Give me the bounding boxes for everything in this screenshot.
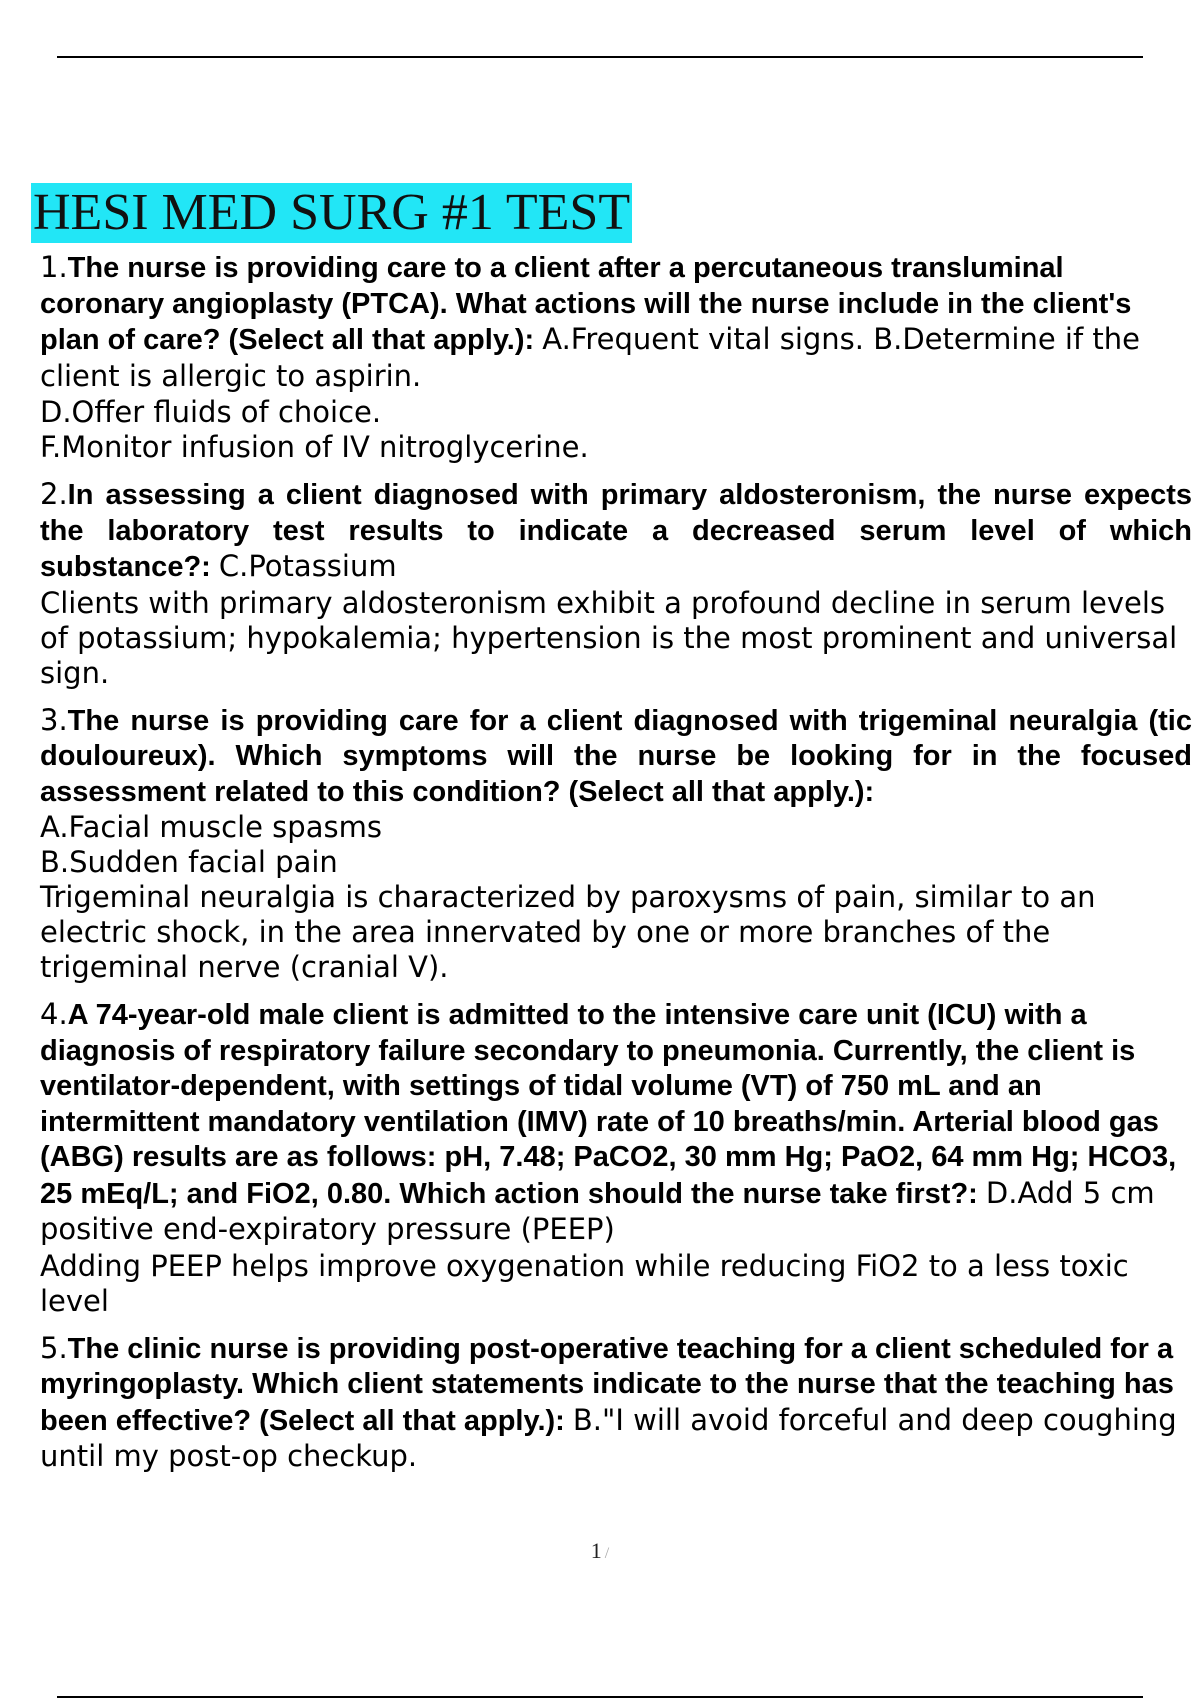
rationale-text: Clients with primary aldosteronism exhibit a profound decline in serum levels of potassium; hypokalemia; hypertension is the most prominent and universal sign. (40, 585, 1178, 690)
question-item-5 (40, 1331, 1192, 1476)
question-text: 5.The clinic nurse is providing post-operative teaching for a client scheduled for a myringoplasty. Which client statements indicate to the nurse that the teaching has been effective? (Select all that apply.): B."I will avoid forceful and deep coughing until my post-op checkup. (40, 1330, 1177, 1473)
question-prompt: The nurse is providing care for a client diagnosed with trigeminal neuralgia (tic douloureux). Which symptoms will the nurse be looking for in the focused assessment related to this condition? (Select all that apply.) (40, 704, 1192, 808)
answer-line: B.Sudden facial pain (40, 845, 338, 879)
question-number: 3. (40, 702, 68, 737)
question-number: 1. (40, 250, 68, 284)
question-item-2 (40, 477, 1192, 691)
question-number: 5. (40, 1330, 68, 1365)
question-item-1 (40, 250, 1192, 465)
page-number-suffix: / (604, 1545, 610, 1562)
question-number: 4. (40, 997, 68, 1031)
question-item-3 (40, 703, 1192, 986)
question-text: 3.The nurse is providing care for a client diagnosed with trigeminal neuralgia (tic douloureux). Which symptoms will the nurse be looking for in the focused assessment related to this condition? (Select all that apply.): (40, 702, 1192, 808)
page-number-value: 1 (590, 1538, 602, 1563)
answer-inline: C.Potassium (218, 549, 397, 583)
question-text: 1.The nurse is providing care to a client after a percutaneous transluminal coronary angioplasty (PTCA). What actions will the nurse include in the client's plan of care? (Select all that apply.): A.Frequent vital signs. B.Determine if the client is allergic to aspirin. (40, 250, 1140, 393)
page-number (0, 1538, 1200, 1564)
rationale-text: Adding PEEP helps improve oxygenation while reducing FiO2 to a less toxic level (40, 1248, 1129, 1318)
question-number: 2. (40, 477, 68, 511)
question-text: 4.A 74-year-old male client is admitted to the intensive care unit (ICU) with a diagnosis of respiratory failure secondary to pneumonia. Currently, the client is ventilator-dependent, with settings of tidal volume (VT) of 750 mL and an intermittent mandatory ventilation (IMV) rate of 10 breaths/min. Arterial blood gas (ABG) results are as follows: pH, 7.48; PaCO2, 30 mm Hg; PaO2, 64 mm Hg; HCO3, 25 mEq/L; and FiO2, 0.80. Which action should the nurse take first?: D.Add 5 cm positive end-expiratory pressure (PEEP) (40, 997, 1177, 1246)
question-text: 2.In assessing a client diagnosed with primary aldosteronism, the nurse expects the laboratory test results to indicate a decreased serum level of which substance?: C.Potassium (40, 477, 1192, 583)
answer-inline: D.Add 5 cm positive end-expiratory pressure (PEEP) (40, 1175, 1155, 1246)
document-title: HESI MED SURG #1 TEST (33, 184, 631, 241)
question-prompt: A 74-year-old male client is admitted to the intensive care unit (ICU) with a diagnosis of respiratory failure secondary to pneumonia. Currently, the client is ventilator-dependent, with settings of tidal volume (VT) of 750 mL and an intermittent mandatory ventilation (IMV) rate of 10 breaths/min. Arterial blood gas (ABG) results are as follows: pH, 7.48; PaCO2, 30 mm Hg; PaO2, 64 mm Hg; HCO3, 25 mEq/L; and FiO2, 0.80. Which action should the nurse take first? (40, 999, 1177, 1210)
answer-inline: B."I will avoid forceful and deep coughing until my post-op checkup. (40, 1402, 1177, 1473)
answer-line: A.Facial muscle spasms (40, 810, 382, 844)
rationale-text: Trigeminal neuralgia is characterized by paroxysms of pain, similar to an electric shock, in the area innervated by one or more branches of the trigeminal nerve (cranial V). (40, 880, 1096, 984)
top-rule (57, 56, 1143, 58)
question-item-4 (40, 997, 1192, 1319)
answer-line: D.Offer fluids of choice. (40, 395, 382, 429)
bottom-rule (57, 1696, 1143, 1698)
question-prompt: The nurse is providing care to a client after a percutaneous transluminal coronary angioplasty (PTCA). What actions will the nurse include in the client's plan of care? (Select all that apply.) (40, 252, 1132, 356)
question-list (40, 250, 1192, 1488)
question-prompt: The clinic nurse is providing post-operative teaching for a client scheduled for a myringoplasty. Which client statements indicate to the nurse that the teaching has been effective? (Select all that apply.) (40, 1332, 1174, 1437)
question-prompt: In assessing a client diagnosed with primary aldosteronism, the nurse expects the laboratory test results to indicate a decreased serum level of which substance? (40, 479, 1192, 583)
answer-line: F.Monitor infusion of IV nitroglycerine. (40, 430, 589, 464)
answer-inline: A.Frequent vital signs. B.Determine if the client is allergic to aspirin. (40, 322, 1140, 393)
